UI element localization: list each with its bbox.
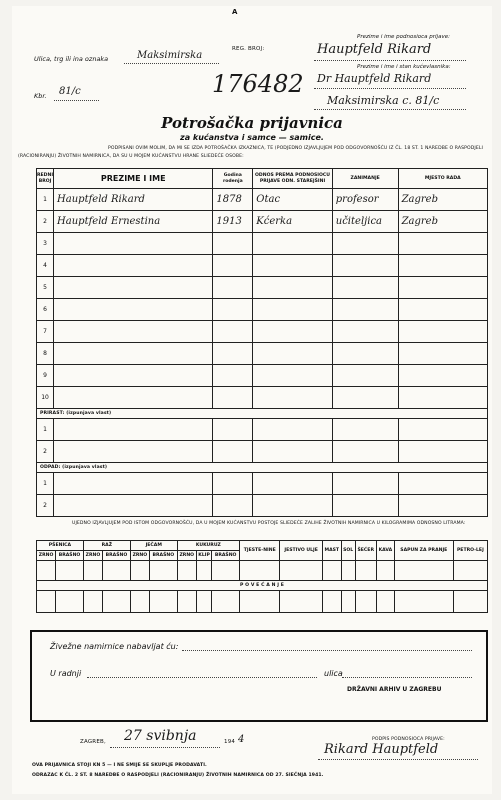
member-relation xyxy=(253,299,333,321)
empty-cell xyxy=(54,495,213,517)
stock-cell xyxy=(355,561,376,581)
group-psenica: PŠENICA xyxy=(37,541,84,551)
stock-cell xyxy=(453,591,487,613)
place-label: ZAGREB, xyxy=(80,739,106,745)
member-name xyxy=(54,387,213,409)
form-page xyxy=(12,6,492,794)
empty-cell xyxy=(213,473,253,495)
member-birth-year xyxy=(213,299,253,321)
applicant-label: Prezime i ime podnosioca prijave: xyxy=(357,34,450,40)
empty-cell xyxy=(332,419,398,441)
col-year: Godina rodenja xyxy=(213,169,253,189)
member-relation xyxy=(253,365,333,387)
stock-table xyxy=(36,540,488,613)
stock-cell xyxy=(177,591,196,613)
member-occupation xyxy=(332,321,398,343)
table-row xyxy=(37,255,488,277)
stock-cell xyxy=(280,591,322,613)
member-workplace xyxy=(398,321,487,343)
serial-number: 176482 xyxy=(212,70,304,98)
empty-cell xyxy=(213,441,253,463)
regulation-note: ODRAZAC K ČL. 2 ST. 8 NAREDBE O RASPODJELI (RACIONIRANJU) ŽIVOTNIH NAMIRNICA OD 27. SIEČNJA 1941. xyxy=(32,773,324,778)
table-row xyxy=(37,473,488,495)
member-birth-year xyxy=(213,343,253,365)
member-relation: Kćerka xyxy=(253,211,333,233)
stock-cell xyxy=(149,591,177,613)
row-number: 6 xyxy=(37,299,54,321)
stock-cell xyxy=(240,561,280,581)
member-occupation: učiteljica xyxy=(332,211,398,233)
group-kukuruz: KUKURUZ xyxy=(177,541,239,551)
form-title: Potrošačka prijavnica xyxy=(161,114,343,132)
stock-cell xyxy=(56,591,84,613)
stock-subcol: ZRNO xyxy=(83,551,102,561)
signature-label: PODPIS PODNOSIOCA PRIJAVE: xyxy=(372,737,445,742)
member-name: Hauptfeld Rikard xyxy=(54,189,213,211)
table-row xyxy=(37,189,488,211)
member-birth-year xyxy=(213,387,253,409)
stock-cell xyxy=(37,591,56,613)
member-name xyxy=(54,343,213,365)
member-workplace: Zagreb xyxy=(398,189,487,211)
member-workplace xyxy=(398,387,487,409)
empty-cell xyxy=(398,441,487,463)
stock-subcol: BRAŠNO xyxy=(149,551,177,561)
empty-cell xyxy=(253,419,333,441)
member-birth-year xyxy=(213,277,253,299)
stock-subcol: KLIP xyxy=(196,551,211,561)
member-relation xyxy=(253,277,333,299)
col-petrolej: PETRO-LEJ xyxy=(453,541,487,561)
member-occupation xyxy=(332,233,398,255)
member-occupation: profesor xyxy=(332,189,398,211)
row-number: 2 xyxy=(37,495,54,517)
table-row xyxy=(37,211,488,233)
stock-cell xyxy=(56,561,84,581)
kbr-value: 81/c xyxy=(59,86,81,97)
row-number: 2 xyxy=(37,211,54,233)
row-number: 1 xyxy=(37,189,54,211)
applicant-name: Hauptfeld Rikard xyxy=(317,42,432,57)
col-sapun: SAPUN ZA PRANJE xyxy=(394,541,453,561)
member-name: Hauptfeld Ernestina xyxy=(54,211,213,233)
members-header-row xyxy=(37,169,488,189)
col-kava: KAVA xyxy=(376,541,394,561)
shop-label: U radnji xyxy=(50,669,82,678)
group-raz: RAŽ xyxy=(83,541,130,551)
stock-cell xyxy=(130,561,149,581)
member-birth-year xyxy=(213,321,253,343)
row-number: 5 xyxy=(37,277,54,299)
empty-cell xyxy=(332,441,398,463)
group-jecam: JEČAM xyxy=(130,541,177,551)
col-workplace: MJESTO RADA xyxy=(398,169,487,189)
col-no: REDNI BROJ xyxy=(37,169,54,189)
table-row xyxy=(37,441,488,463)
stock-cell xyxy=(196,561,211,581)
stock-cell xyxy=(453,561,487,581)
empty-cell xyxy=(253,473,333,495)
member-relation xyxy=(253,343,333,365)
year-printed: 194 xyxy=(224,739,236,745)
row-number: 1 xyxy=(37,473,54,495)
member-birth-year xyxy=(213,233,253,255)
stock-subcol: ZRNO xyxy=(177,551,196,561)
member-relation xyxy=(253,321,333,343)
street-value: Maksimirska xyxy=(137,50,203,61)
member-occupation xyxy=(332,299,398,321)
member-occupation xyxy=(332,255,398,277)
odpad-label: ODPAD: (izpunjava vlast) xyxy=(37,463,488,473)
reg-label: REG. BROJ: xyxy=(232,46,265,52)
street2-label: ulica xyxy=(324,669,343,678)
year-handwritten: 4 xyxy=(238,734,245,745)
stock-cell xyxy=(83,561,102,581)
stock-subcol: BRAŠNO xyxy=(56,551,84,561)
povecanje-label: P O V E Ć A N J E xyxy=(37,581,488,591)
odpad-row xyxy=(37,463,488,473)
stock-subcol: BRAŠNO xyxy=(212,551,240,561)
table-row xyxy=(37,277,488,299)
col-name: PREZIME I IME xyxy=(54,169,213,189)
stock-cell xyxy=(212,591,240,613)
member-birth-year xyxy=(213,365,253,387)
signature: Rikard Hauptfeld xyxy=(324,742,439,757)
empty-cell xyxy=(54,419,213,441)
row-number: 2 xyxy=(37,441,54,463)
member-workplace xyxy=(398,233,487,255)
stock-cell xyxy=(394,591,453,613)
empty-cell xyxy=(54,473,213,495)
row-number: 3 xyxy=(37,233,54,255)
col-mast: MAST xyxy=(322,541,341,561)
member-relation xyxy=(253,387,333,409)
stock-cell xyxy=(149,561,177,581)
col-relation: ODNOS PREMA PODNOSIOCU PRIJAVE ODN. STAREJŠINI xyxy=(253,169,333,189)
stock-cell xyxy=(37,561,56,581)
table-row xyxy=(37,233,488,255)
member-occupation xyxy=(332,365,398,387)
owner-address: Maksimirska c. 81/c xyxy=(327,94,440,107)
row-number: 7 xyxy=(37,321,54,343)
row-number: 9 xyxy=(37,365,54,387)
empty-cell xyxy=(213,419,253,441)
stock-cell xyxy=(376,591,394,613)
stock-cell xyxy=(196,591,211,613)
intro-text: PODPISANI OVIM MOLIM, DA MI SE IZDA POTROŠAČKA IZKAZNICA, TE (PODJEDNO IZJAVLJUJEM POD ODGOVORNOŠĆU IZ ČL. 18 ST. 1 NAREDBE O RASPODJELI (RACIONIRANJU) ŽIVOTNIH NAMIRNICA, DA SU U MOJEM KUĆANSTVU HRANE SLIEDEĆE OSOBE: xyxy=(18,146,483,159)
stock-cell xyxy=(212,561,240,581)
empty-cell xyxy=(332,473,398,495)
member-workplace xyxy=(398,365,487,387)
member-name xyxy=(54,321,213,343)
member-name xyxy=(54,233,213,255)
table-row xyxy=(37,321,488,343)
stock-cell xyxy=(376,561,394,581)
empty-cell xyxy=(253,441,333,463)
kbr-label: Kbr. xyxy=(34,92,47,100)
col-ulje: JESTIVO ULJE xyxy=(280,541,322,561)
member-name xyxy=(54,255,213,277)
stock-cell xyxy=(103,591,131,613)
member-occupation xyxy=(332,387,398,409)
stock-cell xyxy=(322,561,341,581)
row-number: 1 xyxy=(37,419,54,441)
member-workplace: Zagreb xyxy=(398,211,487,233)
empty-cell xyxy=(398,419,487,441)
prirast-row xyxy=(37,409,488,419)
form-subtitle: za kućanstva i samce — samice. xyxy=(180,133,324,142)
member-birth-year xyxy=(213,255,253,277)
stock-cell xyxy=(83,591,102,613)
member-relation: Otac xyxy=(253,189,333,211)
stock-subcol: ZRNO xyxy=(37,551,56,561)
row-number: 10 xyxy=(37,387,54,409)
price-note: OVA PRIJAVNICA STOJI KN 5 — I NE SMIJE SE SKUPLJE PRODAVATI. xyxy=(32,763,207,768)
member-birth-year: 1913 xyxy=(213,211,253,233)
stock-cell xyxy=(130,591,149,613)
stock-cell xyxy=(341,561,355,581)
owner-name: Dr Hauptfeld Rikard xyxy=(317,72,432,85)
table-row xyxy=(37,387,488,409)
member-relation xyxy=(253,233,333,255)
table-row xyxy=(37,495,488,517)
member-name xyxy=(54,277,213,299)
archive-stamp: DRŽAVNI ARHIV U ZAGREBU xyxy=(347,686,442,693)
member-relation xyxy=(253,255,333,277)
member-name xyxy=(54,299,213,321)
member-occupation xyxy=(332,277,398,299)
stock-cell xyxy=(177,561,196,581)
stock-cell xyxy=(280,561,322,581)
table-row xyxy=(37,365,488,387)
stock-cell xyxy=(240,591,280,613)
stock-cell xyxy=(341,591,355,613)
date-handwritten: 27 svibnja xyxy=(124,728,197,744)
stock-cell xyxy=(103,561,131,581)
col-sol: SOL xyxy=(341,541,355,561)
members-table xyxy=(36,168,488,517)
empty-cell xyxy=(398,473,487,495)
member-name xyxy=(54,365,213,387)
empty-cell xyxy=(54,441,213,463)
row-number: 4 xyxy=(37,255,54,277)
table-row xyxy=(37,299,488,321)
empty-cell xyxy=(213,495,253,517)
supply-line-1: Živežne namirnice nabavljat ću: xyxy=(50,642,179,651)
form-letter: A xyxy=(232,8,238,16)
member-workplace xyxy=(398,255,487,277)
member-workplace xyxy=(398,299,487,321)
row-number: 8 xyxy=(37,343,54,365)
empty-cell xyxy=(253,495,333,517)
col-occupation: ZANIMANJE xyxy=(332,169,398,189)
stock-cell xyxy=(355,591,376,613)
member-workplace xyxy=(398,343,487,365)
stock-cell xyxy=(394,561,453,581)
table-row xyxy=(37,419,488,441)
empty-cell xyxy=(398,495,487,517)
member-occupation xyxy=(332,343,398,365)
stock-intro: UJEDNO IZJAVLJUJEM POD ISTOM ODGOVORNOŠĆU, DA U MOJEM KUĆANSTVU POSTOJE SLIEDEĆE ZALIHE ŽIVOTNIH NAMIRNICA U KILOGRAMIMA ODNOSNO LITRAMA: xyxy=(72,521,466,526)
table-row xyxy=(37,343,488,365)
col-tjestenine: TJESTE-NINE xyxy=(240,541,280,561)
empty-cell xyxy=(332,495,398,517)
member-birth-year: 1878 xyxy=(213,189,253,211)
member-workplace xyxy=(398,277,487,299)
col-secer: ŠEĆER xyxy=(355,541,376,561)
street-label: Ulica, trg ili ina oznaka xyxy=(34,55,109,63)
stock-cell xyxy=(322,591,341,613)
stock-subcol: ZRNO xyxy=(130,551,149,561)
stock-subcol: BRAŠNO xyxy=(103,551,131,561)
owner-label: Prezime i ime i stan kućevlasnika: xyxy=(357,64,451,70)
prirast-label: PRIRAST: (izpunjava vlast) xyxy=(37,409,488,419)
